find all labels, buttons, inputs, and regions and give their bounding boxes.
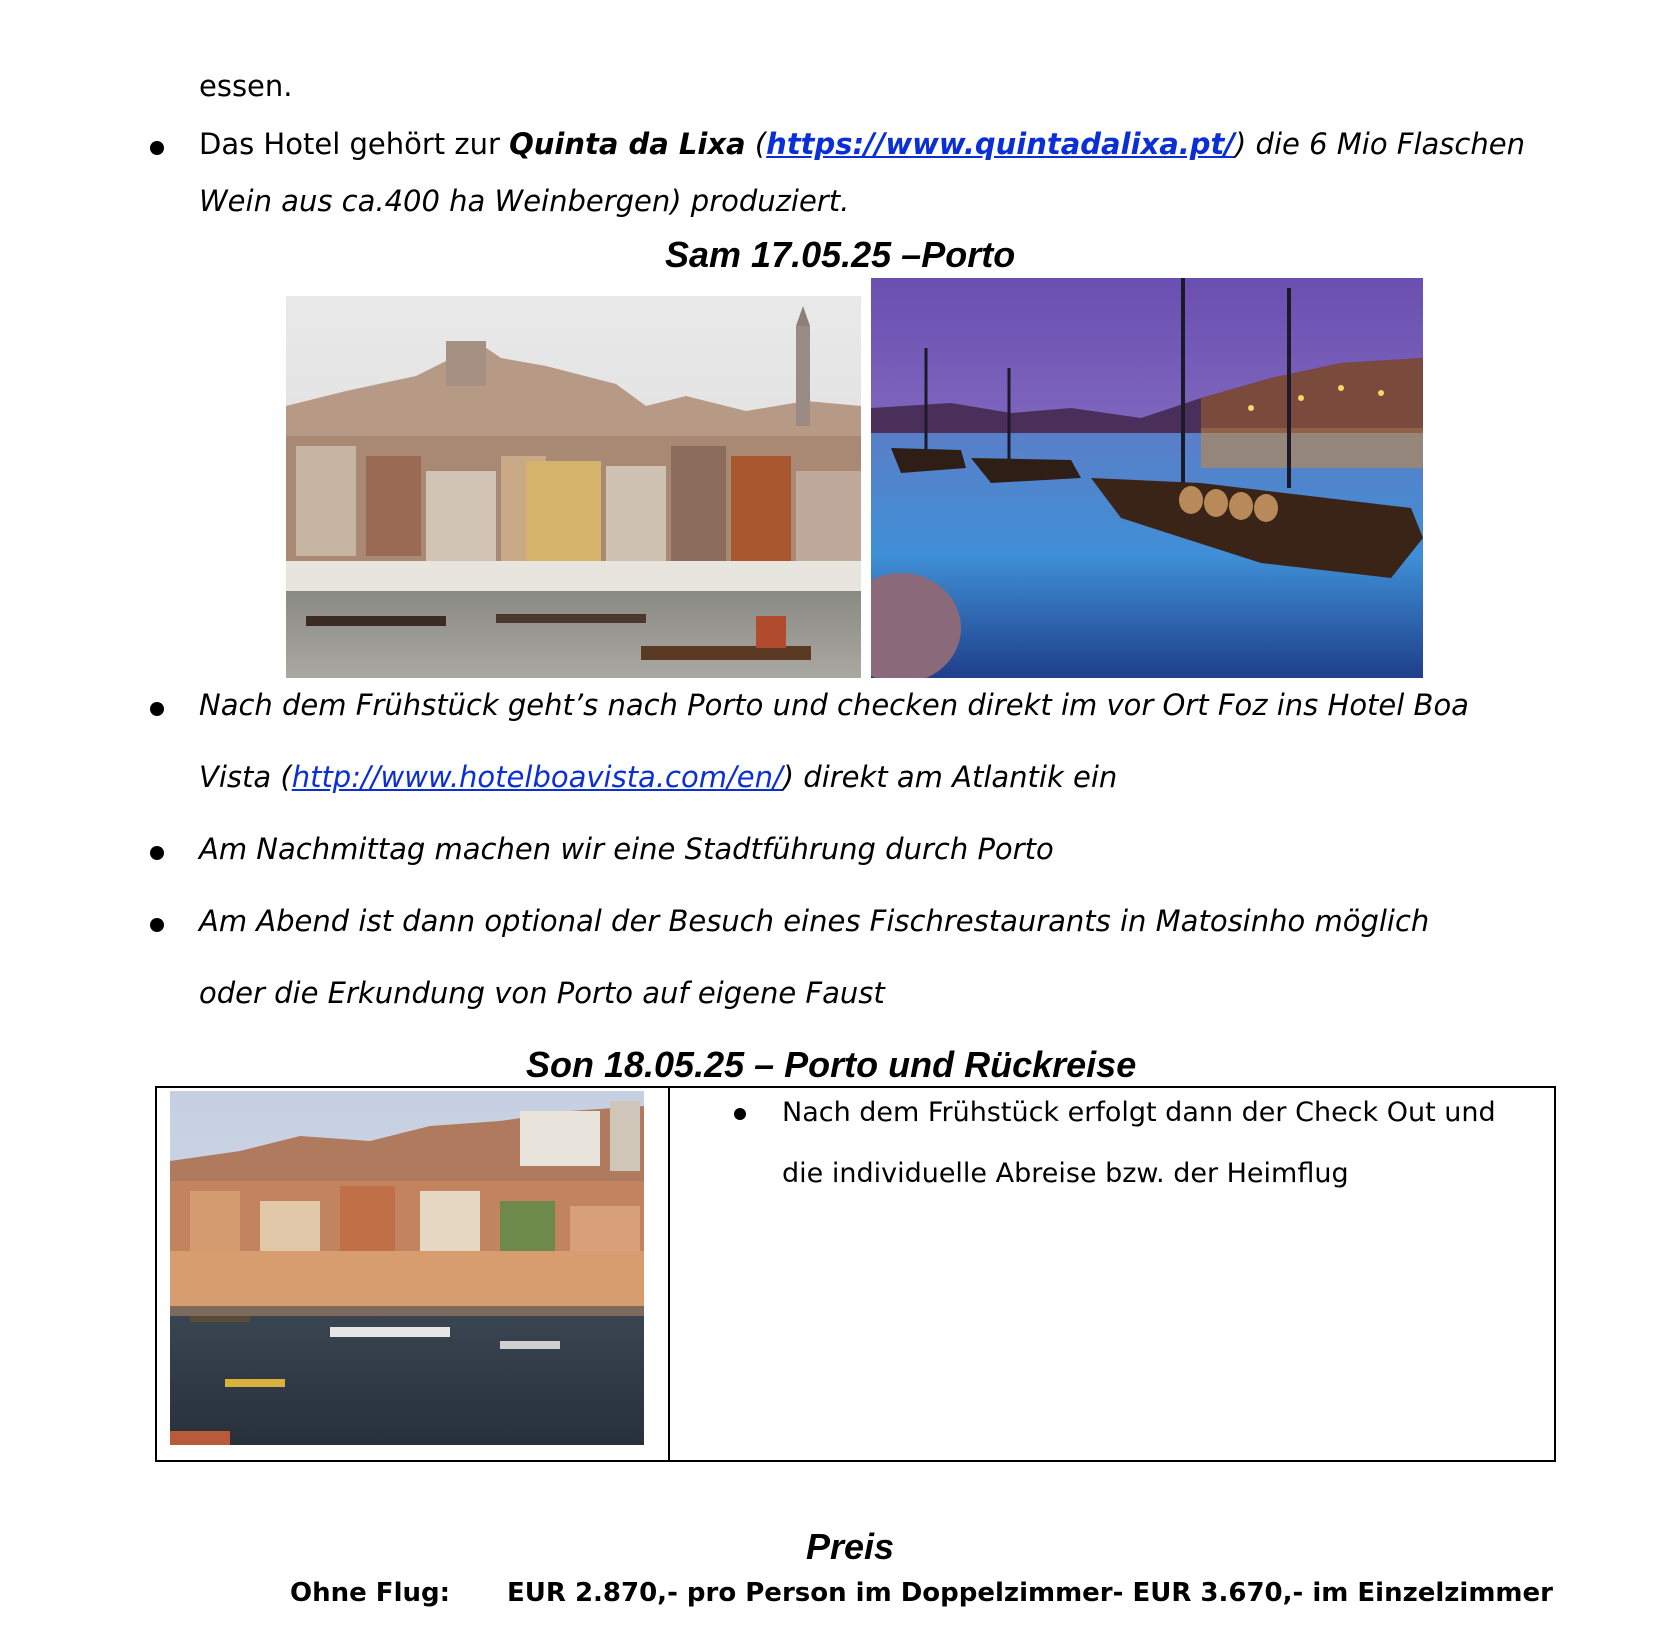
hotel-boavista-link[interactable]: http://www.hotelboavista.com/en/ xyxy=(291,760,783,794)
intro-line: essen. xyxy=(199,69,293,103)
table-divider xyxy=(668,1088,670,1460)
day1-bullet2: Am Nachmittag machen wir eine Stadtführung durch Porto xyxy=(199,832,1054,866)
bullet-icon xyxy=(150,702,164,716)
porto-ribeira-photo xyxy=(286,296,861,678)
day1-heading: Sam 17.05.25 –Porto xyxy=(665,234,1016,275)
hotel-paragraph-line2: Wein aus ca.400 ha Weinbergen) produziert. xyxy=(199,184,850,218)
day1-bullet1-line2 xyxy=(199,759,1117,795)
hotel-text-a: Das Hotel gehört zur xyxy=(199,127,510,161)
bullet-icon xyxy=(734,1108,746,1120)
day1-bullet1-line1: Nach dem Frühstück geht’s nach Porto und checken direkt im vor Ort Foz ins Hotel Boa xyxy=(199,688,1469,722)
day1-bullet1-text-b: ) direkt am Atlantik ein xyxy=(782,760,1118,794)
day2-bullet1-line2: die individuelle Abreise bzw. der Heimflug xyxy=(782,1158,1349,1189)
day1-bullet3-line1: Am Abend ist dann optional der Besuch eines Fischrestaurants in Matosinho möglich xyxy=(199,904,1430,938)
porto-panorama-photo xyxy=(170,1091,644,1445)
porto-night-boats-photo xyxy=(871,278,1423,678)
bullet-icon xyxy=(150,141,164,155)
quinta-name: Quinta da Lixa xyxy=(509,127,746,161)
bullet-icon xyxy=(150,918,164,932)
hotel-paragraph xyxy=(199,126,1525,162)
day2-heading: Son 18.05.25 – Porto und Rückreise xyxy=(526,1044,1137,1085)
hotel-text-c: ( xyxy=(745,127,767,161)
day1-bullet1-text-a: Vista ( xyxy=(199,760,292,794)
quinta-link[interactable]: https://www.quintadalixa.pt/ xyxy=(766,127,1236,161)
day2-bullet1-line1: Nach dem Frühstück erfolgt dann der Check Out und xyxy=(782,1097,1496,1128)
day1-bullet3-line2: oder die Erkundung von Porto auf eigene Faust xyxy=(199,976,885,1010)
price-label: Ohne Flug: xyxy=(290,1578,450,1608)
bullet-icon xyxy=(150,846,164,860)
hotel-text-d: ) die 6 Mio Flaschen xyxy=(1235,127,1525,161)
price-value: EUR 2.870,- pro Person im Doppelzimmer- EUR 3.670,- im Einzelzimmer xyxy=(507,1578,1553,1608)
price-heading: Preis xyxy=(806,1526,895,1567)
